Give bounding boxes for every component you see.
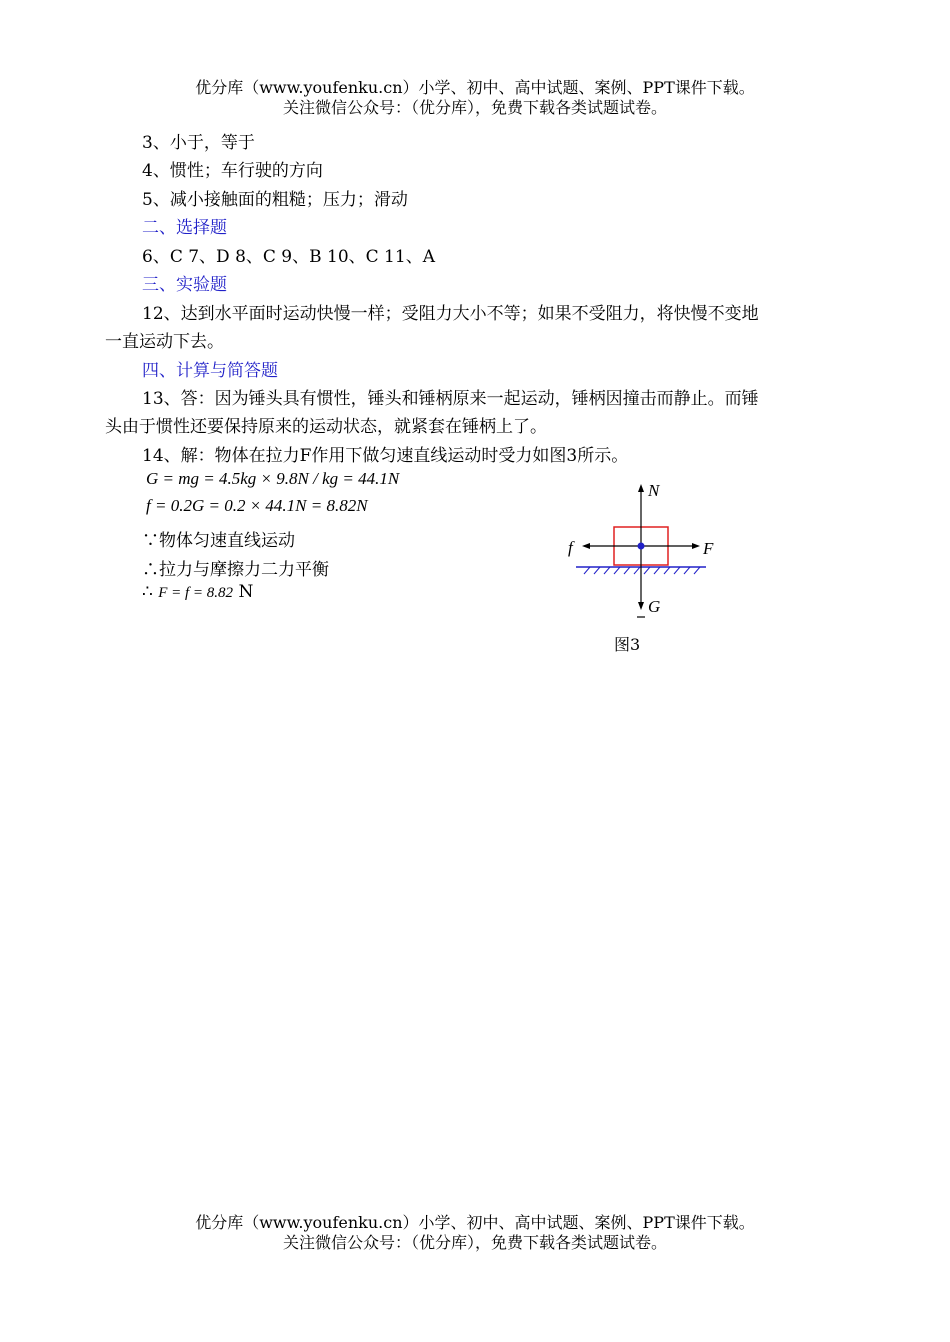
answer-12-line-2: 一直运动下去。 (105, 332, 224, 352)
label-pull-force: F (703, 539, 714, 558)
answer-3: 3、小于，等于 (142, 133, 255, 153)
friction-arrowhead (582, 543, 590, 549)
statement-balance: ∴拉力与摩擦力二力平衡 (142, 560, 329, 580)
equation-friction: f = 0.2G = 0.2 × 44.1N = 8.82N (146, 496, 368, 515)
answer-4: 4、惯性；车行驶的方向 (142, 161, 323, 181)
statement-conclusion (142, 582, 253, 602)
answer-12-line-1: 12、达到水平面时运动快慢一样；受阻力大小不等；如果不受阻力，将快慢不变地 (142, 304, 759, 324)
label-normal-force: N (648, 481, 660, 500)
section-heading-experiment: 三、实验题 (142, 275, 227, 295)
label-friction: f (568, 538, 573, 557)
figure-caption: 图3 (614, 635, 641, 654)
equation-gravity: G = mg = 4.5kg × 9.8N / kg = 44.1N (146, 469, 400, 488)
section-heading-choice: 二、选择题 (142, 218, 227, 238)
pull-force-arrowhead (692, 543, 700, 549)
center-of-mass-dot (638, 543, 645, 550)
force-diagram (560, 478, 730, 628)
statement-uniform-motion: ∵物体匀速直线运动 (142, 531, 295, 551)
header-line-1: 优分库（www.youfenku.cn）小学、初中、高中试题、案例、PPT课件下载。 (195, 78, 755, 97)
label-gravity: G (648, 597, 661, 616)
therefore-symbol: ∴ (142, 582, 153, 602)
header-line-2: 关注微信公众号：（优分库），免费下载各类试题试卷。 (282, 98, 667, 117)
answer-multiple-choice: 6、C 7、D 8、C 9、B 10、C 11、A (142, 247, 435, 267)
gravity-arrowhead (638, 602, 644, 610)
section-heading-calculation: 四、计算与简答题 (142, 361, 278, 381)
normal-force-arrowhead (638, 484, 644, 492)
conclusion-unit: N (238, 582, 254, 602)
footer-line-1: 优分库（www.youfenku.cn）小学、初中、高中试题、案例、PPT课件下载。 (195, 1213, 755, 1232)
ground-hatching (584, 567, 700, 574)
answer-5: 5、减小接触面的粗糙；压力；滑动 (142, 190, 408, 210)
answer-13-line-2: 头由于惯性还要保持原来的运动状态，就紧套在锤柄上了。 (105, 417, 547, 437)
conclusion-math: F = f = 8.82 (158, 585, 234, 601)
answer-13-line-1: 13、答：因为锤头具有惯性，锤头和锤柄原来一起运动，锤柄因撞击而静止。而锤 (142, 389, 759, 409)
footer-line-2: 关注微信公众号：（优分库），免费下载各类试题试卷。 (282, 1233, 667, 1252)
answer-14-intro: 14、解：物体在拉力F作用下做匀速直线运动时受力如图3所示。 (142, 446, 629, 466)
